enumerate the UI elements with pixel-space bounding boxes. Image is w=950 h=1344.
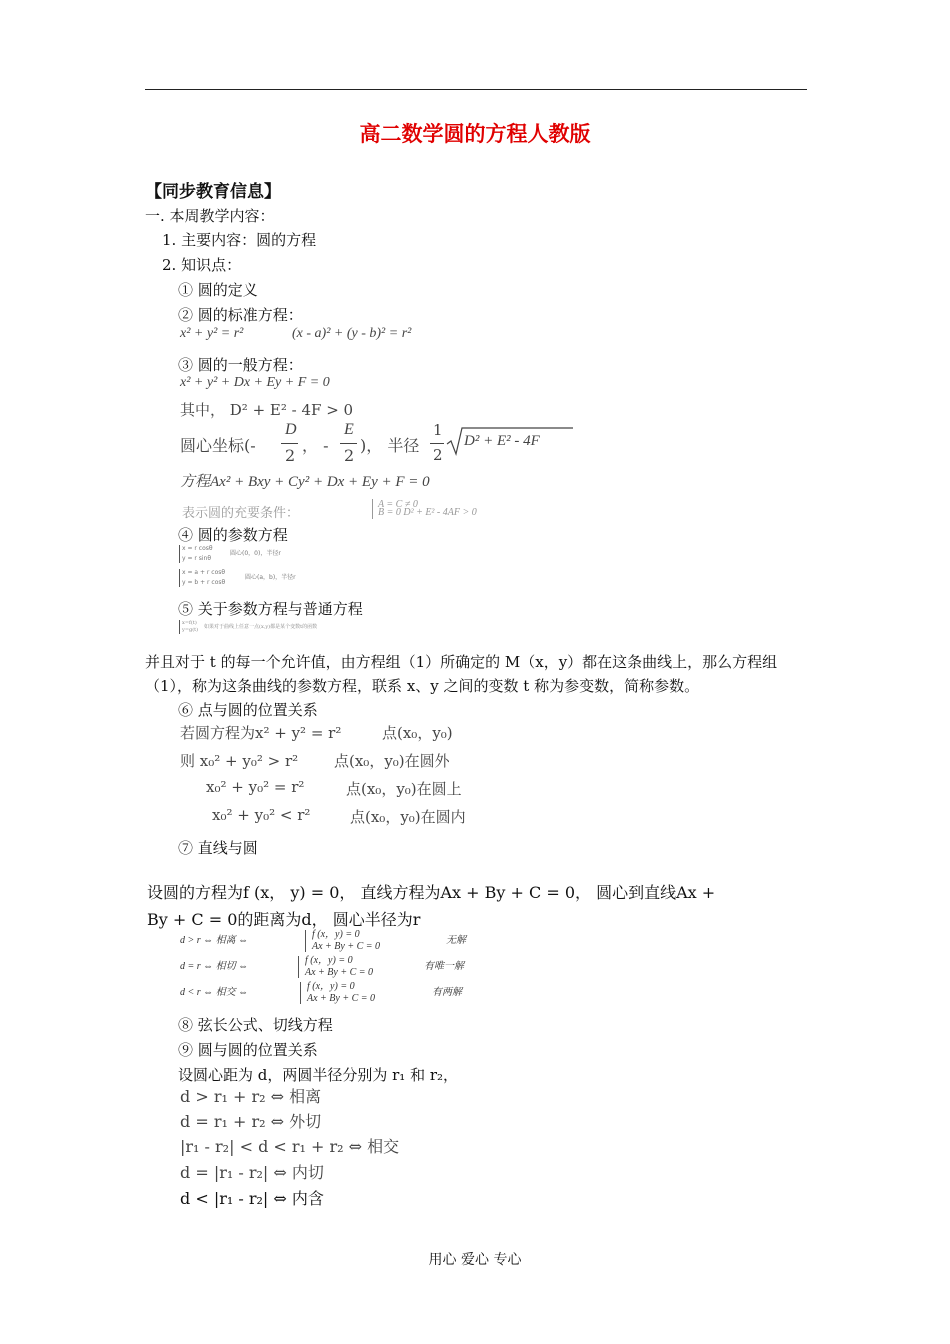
- center-label: 圆心坐标(-: [180, 436, 256, 455]
- knowledge-2: ② 圆的标准方程：: [178, 306, 303, 324]
- param-2-x: x = a + r cosθ: [182, 569, 226, 576]
- param-1-center: 圆心(0，0)，半径r: [230, 550, 281, 557]
- relation-2-result: 有唯一解: [424, 961, 464, 972]
- line-circle-intro-1: 设圆的方程为f (x， y) = 0， 直线方程为Ax + By + C = 0， 圆心到直线Ax +: [147, 883, 716, 902]
- relation-1-label: d > r ⇔ 相离 ⇔: [180, 935, 249, 946]
- outline-main: 1. 主要内容：圆的方程: [162, 231, 317, 249]
- relation-2-eq1: f (x，y) = 0: [305, 955, 353, 966]
- knowledge-8: ⑧ 弦长公式、切线方程: [178, 1016, 333, 1034]
- circles-intro: 设圆心距为 d，两圆半径分别为 r₁ 和 r₂，: [178, 1066, 459, 1084]
- frac2-den: 2: [344, 446, 355, 465]
- point-circle-4a: x₀² + y₀² < r²: [212, 806, 311, 824]
- point-circle-1a: 若圆方程为x² + y² = r²: [180, 724, 342, 742]
- general-eq: x² + y² + Dx + Ey + F = 0: [180, 375, 330, 390]
- circles-rel-3: |r₁ - r₂| < d < r₁ + r₂ ⇔ 相交: [180, 1137, 400, 1156]
- param-2-y: y = b + r cosθ: [182, 579, 226, 586]
- paragraph-line-2: （1），称为这条曲线的参数方程，联系 x、y 之间的变数 t 称为参变数，简称参数。: [145, 677, 700, 695]
- relation-2-brace: [298, 956, 299, 978]
- point-circle-2a: 则 x₀² + y₀² > r²: [180, 752, 299, 770]
- relation-3-label: d < r ⇔ 相交 ⇔: [180, 987, 249, 998]
- page-footer: 用心 爱心 专心: [428, 1252, 522, 1268]
- relation-1-result: 无解: [446, 935, 466, 946]
- knowledge-9: ⑨ 圆与圆的位置关系: [178, 1041, 318, 1059]
- point-circle-1b: 点(x₀，y₀): [382, 724, 453, 742]
- relation-3-eq1: f (x，y) = 0: [307, 981, 355, 992]
- param-1-x: x = r cosθ: [182, 545, 213, 552]
- paragraph-line-1: 并且对于 t 的每一个允许值，由方程组（1）所确定的 M（x，y）都在这条曲线上，那么方程组: [145, 653, 778, 671]
- param-t-x: x=f(t): [182, 620, 197, 626]
- frac1-num: D: [285, 421, 297, 438]
- circles-rel-4: d = |r₁ - r₂| ⇔ 内切: [180, 1163, 324, 1182]
- frac3-bar: [430, 443, 444, 444]
- frac2-num: E: [344, 421, 354, 438]
- outline-points: 2. 知识点：: [162, 256, 242, 274]
- relation-3-brace: [300, 982, 301, 1004]
- knowledge-5: ⑤ 关于参数方程与普通方程: [178, 600, 363, 618]
- param-2-center: 圆心(a，b)，半径r: [245, 574, 296, 581]
- point-circle-4b: 点(x₀，y₀)在圆内: [350, 808, 466, 826]
- param-brace-3: [179, 620, 180, 634]
- relation-2-label: d = r ⇔ 相切 ⇔: [180, 961, 249, 972]
- standard-eq-2: (x - a)² + (y - b)² = r²: [292, 326, 412, 341]
- frac3-den: 2: [433, 446, 443, 464]
- knowledge-6: ⑥ 点与圆的位置关系: [178, 701, 318, 719]
- header-rule: [145, 89, 807, 90]
- param-brace-2: [179, 569, 180, 587]
- cut-brace: [372, 499, 373, 519]
- cut-branch-1: A = C ≠ 0: [378, 499, 418, 510]
- relation-3-eq2: Ax + By + C = 0: [307, 993, 376, 1004]
- point-circle-2b: 点(x₀，y₀)在圆外: [334, 752, 450, 770]
- param-t-y: y=g(t): [182, 627, 199, 633]
- cut-condition-line: [180, 497, 480, 521]
- circles-rel-2: d = r₁ + r₂ ⇔ 外切: [180, 1112, 322, 1131]
- standard-eq-1: x² + y² = r²: [180, 326, 244, 341]
- section-header: 【同步教育信息】: [145, 182, 281, 202]
- knowledge-1: ① 圆的定义: [178, 281, 258, 299]
- quadratic-eq: 方程Ax² + Bxy + Cy² + Dx + Ey + F = 0: [180, 474, 430, 490]
- relation-2-eq2: Ax + By + C = 0: [305, 967, 374, 978]
- general-condition: 其中， D² + E² - 4F > 0: [180, 401, 354, 419]
- param-1-y: y = r sinθ: [182, 555, 212, 562]
- frac1-den: 2: [285, 446, 296, 465]
- relation-1-eq1: f (x，y) = 0: [312, 929, 360, 940]
- knowledge-4: ④ 圆的参数方程: [178, 526, 288, 544]
- outline-one: 一. 本周教学内容：: [145, 207, 275, 225]
- circles-rel-5: d < |r₁ - r₂| ⇔ 内含: [180, 1189, 324, 1208]
- point-circle-3a: x₀² + y₀² = r²: [206, 778, 305, 796]
- point-circle-3b: 点(x₀，y₀)在圆上: [346, 780, 462, 798]
- frac3-num: 1: [433, 421, 443, 439]
- relation-1-brace: [305, 930, 306, 952]
- page-title: 高二数学圆的方程人教版: [359, 122, 591, 146]
- cut-branch-2: B = 0 D² + E² - 4AF > 0: [378, 507, 477, 518]
- frac2-bar: [340, 443, 357, 444]
- knowledge-7: ⑦ 直线与圆: [178, 839, 258, 857]
- param-t-desc: 如果对于曲线上任意一点(x,y)都是某个变数t的函数: [204, 624, 318, 630]
- relation-3-result: 有两解: [432, 987, 462, 998]
- cut-condition-label: 表示圆的充要条件：: [182, 506, 300, 521]
- frac1-bar: [281, 443, 298, 444]
- sqrt-content: D² + E² - 4F: [464, 433, 540, 449]
- frac-separator: ， -: [302, 436, 329, 455]
- relation-1-eq2: Ax + By + C = 0: [312, 941, 381, 952]
- radius-label: )， 半径: [360, 436, 420, 455]
- circles-rel-1: d > r₁ + r₂ ⇔ 相离: [180, 1087, 322, 1106]
- knowledge-3: ③ 圆的一般方程：: [178, 356, 303, 374]
- param-brace-1: [179, 545, 180, 563]
- line-circle-intro-2: By + C = 0的距离为d， 圆心半径为r: [147, 910, 421, 929]
